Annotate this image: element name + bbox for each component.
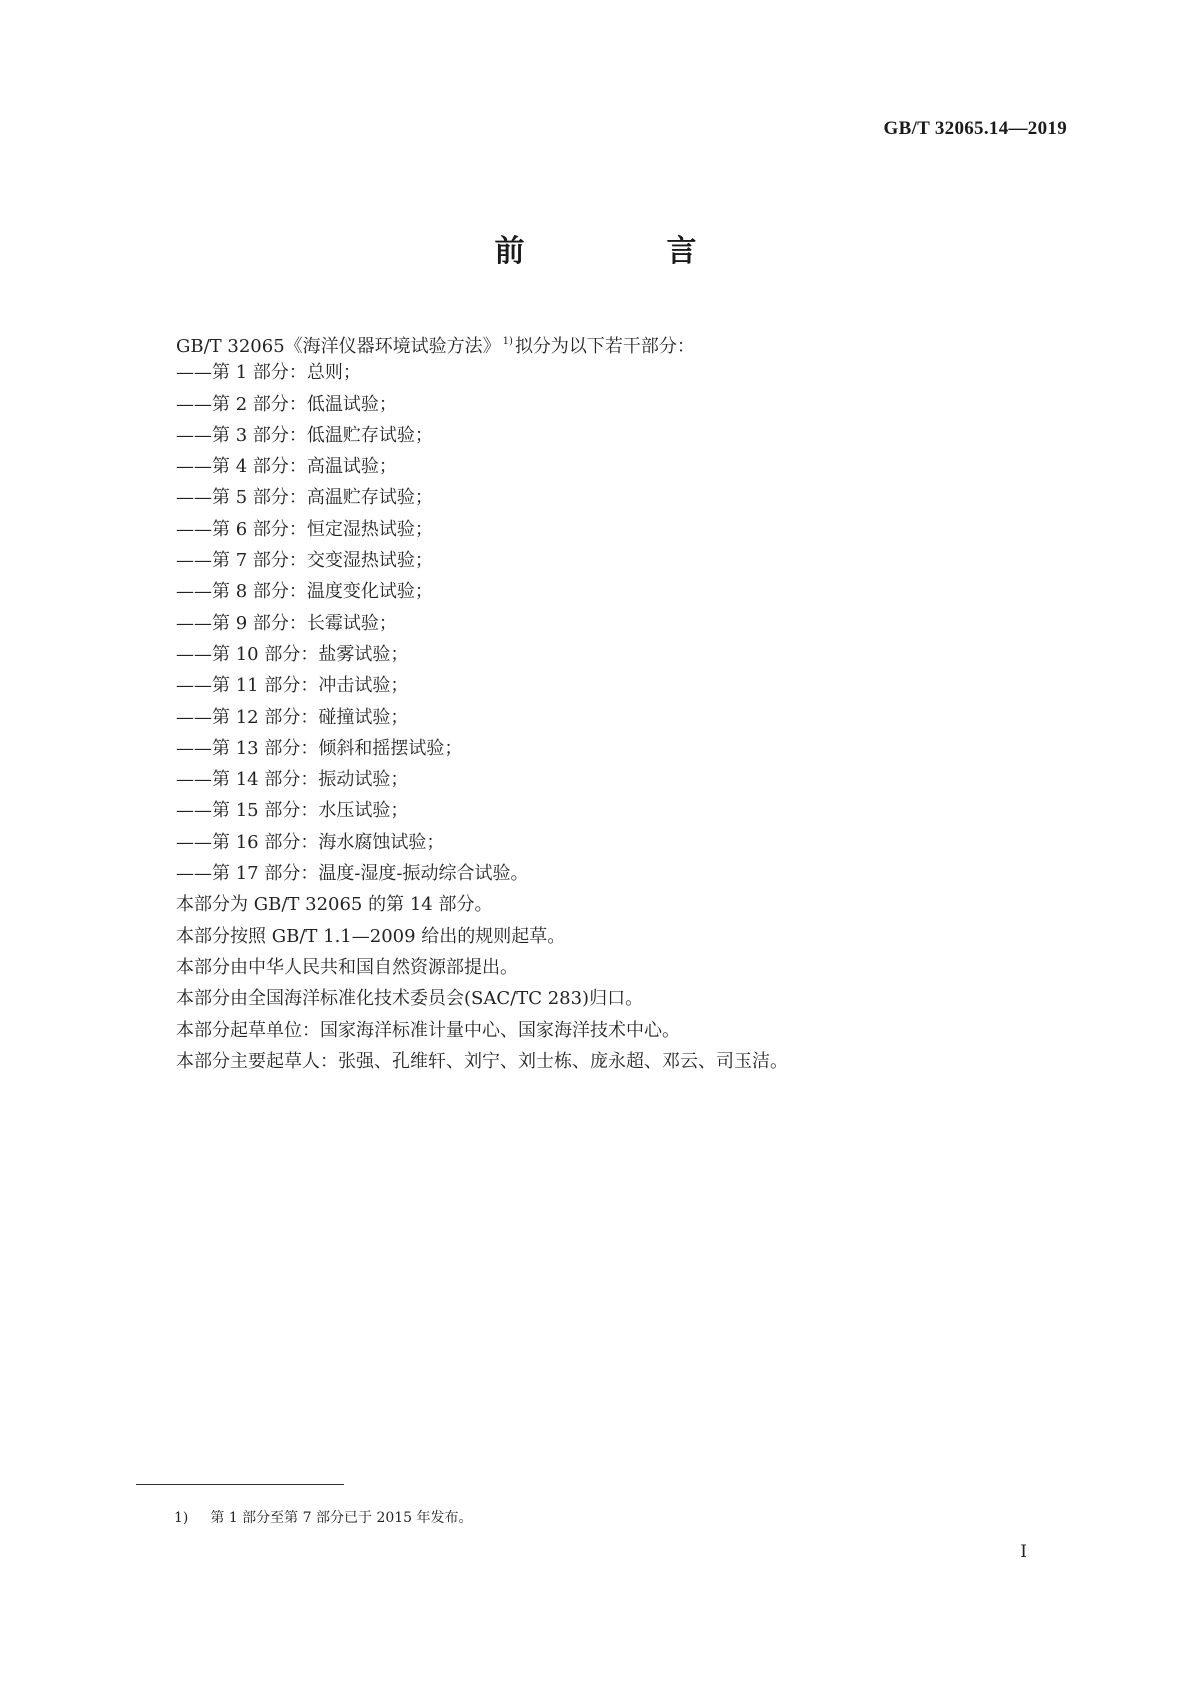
foreword-body	[176, 326, 1036, 1077]
intro-text-before: GB/T 32065《海洋仪器环境试验方法》	[176, 336, 501, 357]
part-item: ——第 14 部分：振动试验；	[176, 769, 409, 791]
page-number: I	[1020, 1542, 1027, 1562]
intro-paragraph	[176, 326, 1036, 357]
part-item: ——第 6 部分：恒定湿热试验；	[176, 518, 433, 540]
part-item: ——第 8 部分：温度变化试验；	[176, 581, 433, 603]
part-item: ——第 17 部分：温度-湿度-振动综合试验。	[176, 863, 529, 885]
part-item: ——第 5 部分：高温贮存试验；	[176, 487, 433, 509]
footnote	[174, 1507, 473, 1527]
footnote-text: 第 1 部分至第 7 部分已于 2015 年发布。	[210, 1510, 473, 1526]
statement-line: 本部分由全国海洋标准化技术委员会(SAC/TC 283)归口。	[176, 988, 644, 1010]
statement-line: 本部分起草单位：国家海洋标准计量中心、国家海洋技术中心。	[176, 1019, 680, 1041]
part-item: ——第 2 部分：低温试验；	[176, 393, 397, 415]
footnote-mark: 1)	[174, 1510, 189, 1526]
footnote-divider	[136, 1484, 344, 1485]
statement-line: 本部分按照 GB/T 1.1—2009 给出的规则起草。	[176, 925, 566, 947]
part-item: ——第 1 部分：总则；	[176, 362, 361, 384]
part-item: ——第 13 部分：倾斜和摇摆试验；	[176, 737, 463, 759]
intro-text-after: 拟分为以下若干部分：	[514, 336, 695, 357]
statement-line: 本部分由中华人民共和国自然资源部提出。	[176, 956, 518, 978]
part-item: ——第 12 部分：碰撞试验；	[176, 706, 409, 728]
document-number: GB/T 32065.14—2019	[883, 118, 1067, 139]
part-item: ——第 16 部分：海水腐蚀试验；	[176, 831, 445, 853]
part-item: ——第 11 部分：冲击试验；	[176, 675, 409, 697]
foreword-title: 前 言	[494, 234, 753, 269]
part-item: ——第 3 部分：低温贮存试验；	[176, 424, 433, 446]
part-item: ——第 10 部分：盐雾试验；	[176, 643, 409, 665]
part-item: ——第 9 部分：长霉试验；	[176, 612, 397, 634]
footnote-reference: 1)	[502, 336, 513, 347]
statement-line: 本部分为 GB/T 32065 的第 14 部分。	[176, 894, 493, 916]
part-item: ——第 7 部分：交变湿热试验；	[176, 550, 433, 572]
part-item: ——第 4 部分：高温试验；	[176, 456, 397, 478]
statement-line: 本部分主要起草人：张强、孔维轩、刘宁、刘士栋、庞永超、邓云、司玉洁。	[176, 1050, 788, 1072]
part-item: ——第 15 部分：水压试验；	[176, 800, 409, 822]
